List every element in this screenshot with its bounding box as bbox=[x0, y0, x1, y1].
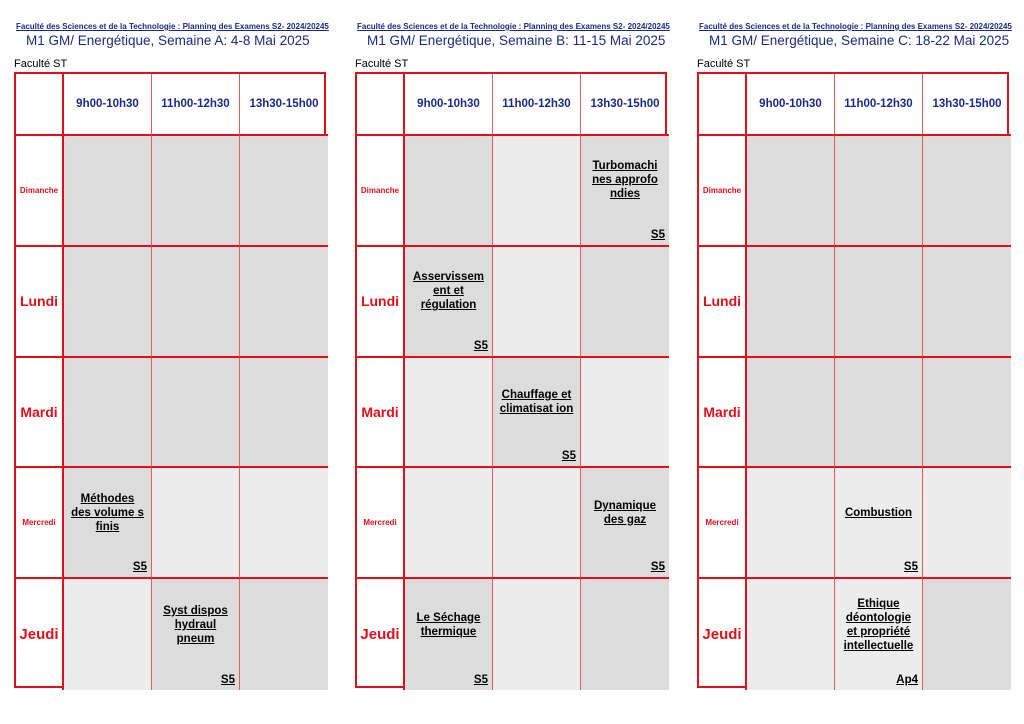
exam-subject bbox=[587, 358, 663, 447]
slot-header: 9h00-10h30 bbox=[64, 74, 152, 136]
exam-room: S5 bbox=[650, 228, 665, 241]
exam-subject bbox=[587, 247, 663, 336]
exam-subject bbox=[929, 579, 1005, 670]
day-label: Dimanche bbox=[699, 136, 747, 247]
exam-subject bbox=[411, 468, 486, 557]
exam-subject bbox=[753, 136, 828, 225]
faculty-label: Faculté ST bbox=[355, 58, 409, 70]
day-label: Dimanche bbox=[357, 136, 405, 247]
exam-grid bbox=[697, 72, 1009, 688]
exam-grid bbox=[355, 72, 667, 688]
schedule-cell bbox=[747, 247, 835, 358]
schedule-cell bbox=[923, 579, 1011, 690]
faculty-label: Faculté ST bbox=[697, 58, 751, 70]
schedule-cell bbox=[405, 247, 493, 358]
schedule-cell bbox=[64, 579, 152, 690]
exam-subject bbox=[753, 468, 828, 557]
exam-subject bbox=[929, 136, 1005, 225]
exam-subject bbox=[158, 247, 233, 336]
exam-room: S5 bbox=[220, 673, 235, 686]
schedule-cell bbox=[152, 358, 240, 469]
slot-header: 13h30-15h00 bbox=[581, 74, 669, 136]
schedule-cell bbox=[64, 136, 152, 247]
schedule-cell bbox=[405, 468, 493, 579]
slot-header: 13h30-15h00 bbox=[240, 74, 328, 136]
exam-room: S5 bbox=[473, 339, 488, 352]
day-label: Jeudi bbox=[357, 579, 405, 690]
faculty-label: Faculté ST bbox=[14, 58, 68, 70]
schedule-cell bbox=[493, 136, 581, 247]
schedule-cell bbox=[493, 579, 581, 690]
schedule-cell bbox=[923, 358, 1011, 469]
day-label: Mardi bbox=[357, 358, 405, 469]
schedule-cell bbox=[581, 579, 669, 690]
exam-subject bbox=[753, 247, 828, 336]
schedule-cell bbox=[405, 358, 493, 469]
exam-subject bbox=[70, 247, 145, 336]
schedule-cell bbox=[923, 136, 1011, 247]
week-c-panel bbox=[697, 0, 1011, 724]
exam-subject bbox=[246, 579, 322, 670]
day-label: Mardi bbox=[16, 358, 64, 469]
schedule-header: Faculté des Sciences et de la Technologie : Planning des Examens S2- 2024/20245 bbox=[16, 22, 329, 31]
week-b-panel bbox=[355, 0, 669, 724]
slot-header: 11h00-12h30 bbox=[835, 74, 923, 136]
schedule-cell bbox=[835, 358, 923, 469]
corner-cell bbox=[357, 74, 405, 136]
exam-subject bbox=[753, 358, 828, 447]
exam-subject bbox=[841, 247, 916, 336]
exam-subject: Ethique déontologie et propriété intellectuelle bbox=[843, 597, 914, 652]
exam-subject bbox=[499, 136, 574, 225]
day-label: Mercredi bbox=[16, 468, 64, 579]
schedule-cell bbox=[581, 136, 669, 247]
exam-subject: Combustion bbox=[844, 506, 913, 519]
exam-room: S5 bbox=[903, 561, 918, 574]
exam-subject: Asservissem ent et régulation bbox=[413, 271, 484, 312]
schedule-cell bbox=[64, 468, 152, 579]
day-label: Lundi bbox=[357, 247, 405, 358]
schedule-cell bbox=[240, 468, 328, 579]
slot-header: 11h00-12h30 bbox=[152, 74, 240, 136]
schedule-cell bbox=[747, 579, 835, 690]
week-subtitle: M1 GM/ Energétique, Semaine B: 11-15 Mai 2025 bbox=[367, 33, 666, 48]
schedule-cell bbox=[240, 579, 328, 690]
schedule-cell bbox=[152, 247, 240, 358]
exam-subject bbox=[70, 358, 145, 447]
schedule-cell bbox=[240, 358, 328, 469]
schedule-cell bbox=[152, 136, 240, 247]
slot-header: 9h00-10h30 bbox=[405, 74, 493, 136]
schedule-cell bbox=[493, 358, 581, 469]
schedule-header: Faculté des Sciences et de la Technologie : Planning des Examens S2- 2024/20245 bbox=[699, 22, 1012, 31]
corner-cell bbox=[699, 74, 747, 136]
exam-subject bbox=[411, 136, 486, 225]
week-subtitle: M1 GM/ Energétique, Semaine A: 4-8 Mai 2025 bbox=[26, 33, 310, 48]
exam-subject bbox=[246, 247, 322, 336]
exam-room: Ap4 bbox=[896, 673, 918, 686]
exam-subject: Turbomachi nes approfo ndies bbox=[592, 160, 658, 201]
exam-subject bbox=[70, 136, 145, 225]
exam-subject bbox=[246, 136, 322, 225]
exam-subject: Chauffage et climatisat ion bbox=[499, 388, 574, 415]
day-label: Lundi bbox=[699, 247, 747, 358]
exam-subject bbox=[411, 358, 486, 447]
schedule-cell bbox=[405, 136, 493, 247]
schedule-cell bbox=[152, 579, 240, 690]
schedule-cell bbox=[747, 468, 835, 579]
schedule-cell bbox=[923, 247, 1011, 358]
slot-header: 13h30-15h00 bbox=[923, 74, 1011, 136]
schedule-cell bbox=[835, 136, 923, 247]
exam-subject bbox=[929, 247, 1005, 336]
schedule-cell bbox=[405, 579, 493, 690]
exam-subject: Syst dispos hydraul pneum bbox=[163, 604, 228, 645]
schedule-cell bbox=[64, 358, 152, 469]
exam-subject bbox=[841, 358, 916, 447]
exam-grid bbox=[14, 72, 326, 688]
week-a-panel bbox=[14, 0, 328, 724]
exam-room: S5 bbox=[561, 450, 576, 463]
schedule-cell bbox=[581, 358, 669, 469]
schedule-cell bbox=[581, 468, 669, 579]
exam-room: S5 bbox=[132, 561, 147, 574]
schedule-cell bbox=[152, 468, 240, 579]
schedule-cell bbox=[747, 358, 835, 469]
day-label: Dimanche bbox=[16, 136, 64, 247]
day-label: Mardi bbox=[699, 358, 747, 469]
exam-subject bbox=[587, 579, 663, 670]
schedule-cell bbox=[581, 247, 669, 358]
exam-subject: Le Séchage thermique bbox=[416, 611, 481, 638]
exam-subject bbox=[70, 579, 145, 670]
exam-subject bbox=[158, 358, 233, 447]
exam-subject bbox=[841, 136, 916, 225]
exam-subject bbox=[753, 579, 828, 670]
schedule-cell bbox=[493, 247, 581, 358]
day-label: Jeudi bbox=[16, 579, 64, 690]
exam-subject bbox=[499, 247, 574, 336]
schedule-header: Faculté des Sciences et de la Technologie : Planning des Examens S2- 2024/20245 bbox=[357, 22, 670, 31]
schedule-cell bbox=[747, 136, 835, 247]
exam-subject bbox=[499, 468, 574, 557]
exam-subject bbox=[158, 136, 233, 225]
exam-subject bbox=[246, 358, 322, 447]
slot-header: 11h00-12h30 bbox=[493, 74, 581, 136]
exam-subject bbox=[158, 468, 233, 557]
exam-subject bbox=[929, 468, 1005, 557]
schedule-cell bbox=[835, 579, 923, 690]
exam-subject bbox=[929, 358, 1005, 447]
schedule-cell bbox=[835, 468, 923, 579]
exam-subject bbox=[499, 579, 574, 670]
schedule-cell bbox=[240, 247, 328, 358]
day-label: Lundi bbox=[16, 247, 64, 358]
schedule-cell bbox=[493, 468, 581, 579]
schedule-cell bbox=[835, 247, 923, 358]
slot-header: 9h00-10h30 bbox=[747, 74, 835, 136]
corner-cell bbox=[16, 74, 64, 136]
exam-subject: Méthodes des volume s finis bbox=[71, 492, 144, 533]
day-label: Mercredi bbox=[357, 468, 405, 579]
week-subtitle: M1 GM/ Energétique, Semaine C: 18-22 Mai 2025 bbox=[709, 33, 1010, 48]
schedule-cell bbox=[240, 136, 328, 247]
exam-room: S5 bbox=[650, 561, 665, 574]
exam-subject bbox=[246, 468, 322, 557]
exam-room: S5 bbox=[473, 673, 488, 686]
schedule-cell bbox=[923, 468, 1011, 579]
exam-subject: Dynamique des gaz bbox=[594, 499, 656, 526]
schedule-cell bbox=[64, 247, 152, 358]
day-label: Mercredi bbox=[699, 468, 747, 579]
day-label: Jeudi bbox=[699, 579, 747, 690]
